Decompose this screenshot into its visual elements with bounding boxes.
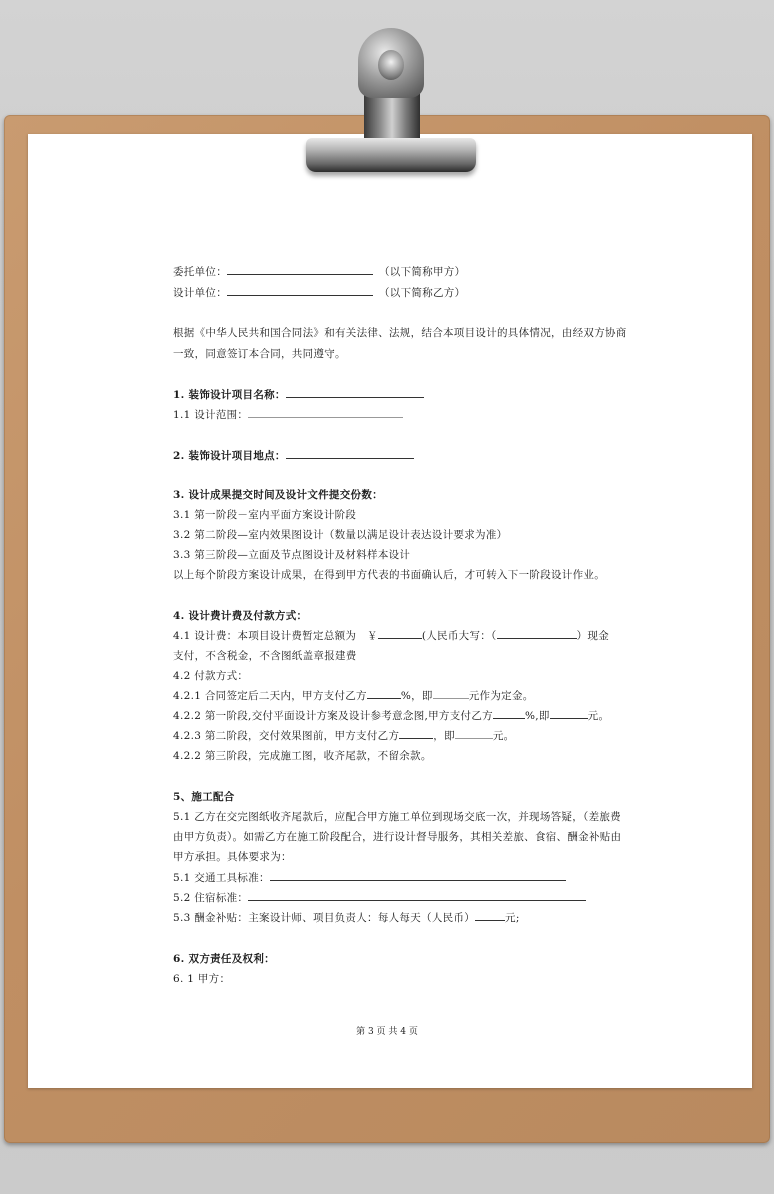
section-4-2: 4.2 付款方式：	[173, 670, 249, 682]
client-label: 委托单位：	[173, 266, 227, 278]
fee-words-blank[interactable]	[497, 628, 577, 639]
section-4-1-a: 4.1 设计费：本项目设计费暂定总额为 ￥	[173, 630, 378, 642]
section-4-2-3-b: ，即	[433, 730, 455, 742]
section-3-1: 3.1 第一阶段－室内平面方案设计阶段	[173, 509, 357, 521]
accommodation-standard-blank[interactable]	[248, 890, 586, 901]
section-4-1-line	[173, 628, 609, 643]
project-name-blank[interactable]	[286, 387, 424, 398]
section-4-2-3-c: 元。	[492, 730, 515, 742]
section-5-2: 5.2 住宿标准：	[173, 892, 249, 904]
section-5-3-line	[173, 910, 520, 925]
section-5-1-a: 5.1 乙方在交完图纸收齐尾款后，应配合甲方施工单位到现场交底一次，并现场答疑，（差旅费	[173, 811, 621, 823]
section-4-1-b: (人民币大写：（	[421, 630, 497, 642]
deposit-amount-blank[interactable]	[433, 688, 469, 699]
clip-base	[306, 138, 476, 172]
section-4-2-4: 4.2.2 第三阶段，完成施工图，收齐尾款，不留余款。	[173, 750, 432, 762]
transport-standard-blank[interactable]	[270, 870, 566, 881]
section-2-title-line	[173, 448, 414, 463]
stage1-amount-blank[interactable]	[550, 708, 588, 719]
project-location-blank[interactable]	[286, 448, 414, 459]
section-3-title: 3. 设计成果提交时间及设计文件提交份数：	[173, 489, 383, 501]
section-4-2-1-c: 元作为定金。	[468, 690, 534, 702]
section-5-1-b: 由甲方负责）。如需乙方在施工阶段配合，进行设计督导服务，其相关差旅、食宿、酬金补贴由	[173, 831, 622, 843]
designer-blank[interactable]	[227, 285, 373, 296]
section-5-2-line	[173, 890, 586, 905]
section-4-2-3-a: 4.2.3 第二阶段，交付效果图前，甲方支付乙方	[173, 730, 400, 742]
daily-allowance-blank[interactable]	[475, 910, 505, 921]
section-3-2: 3.2 第二阶段—室内效果图设计（数量以满足设计表达设计要求为准）	[173, 529, 508, 541]
section-4-title: 4. 设计费计费及付款方式：	[173, 610, 308, 622]
intro-line-1: 根据《中华人民共和国合同法》和有关法律、法规，结合本项目设计的具体情况，由经双方协商	[173, 327, 627, 339]
section-5-1-d: 5.1 交通工具标准：	[173, 872, 270, 884]
stage2-percent-blank[interactable]	[399, 728, 433, 739]
section-5-1-d-line	[173, 870, 566, 885]
section-4-2-1-line	[173, 688, 534, 703]
client-line	[173, 264, 465, 279]
section-5-3-a: 5.3 酬金补贴：主案设计师、项目负责人：每人每天（人民币）	[173, 912, 476, 924]
page-footer: 第 3 页 共 4 页	[356, 1027, 418, 1037]
section-4-2-3-line	[173, 728, 514, 743]
section-4-2-2-c: 元。	[587, 710, 610, 722]
intro-line-2: 一致，同意签订本合同，共同遵守。	[173, 348, 346, 360]
binder-clip	[306, 28, 476, 178]
stage1-percent-blank[interactable]	[493, 708, 525, 719]
designer-line	[173, 285, 465, 300]
section-4-2-2-b: %,即	[524, 710, 550, 722]
deposit-percent-blank[interactable]	[367, 688, 401, 699]
clip-hole	[378, 50, 404, 80]
stage2-amount-blank[interactable]	[455, 728, 493, 739]
section-5-1-c: 甲方承担。具体要求为：	[173, 851, 292, 863]
section-4-2-2-line	[173, 708, 609, 723]
section-3-note: 以上每个阶段方案设计成果，在得到甲方代表的书面确认后，才可转入下一阶段设计作业。	[173, 569, 605, 581]
designer-label: 设计单位：	[173, 287, 227, 299]
designer-note: （以下简称乙方）	[379, 287, 466, 299]
fee-amount-blank[interactable]	[378, 628, 422, 639]
section-2-title: 2. 装饰设计项目地点：	[173, 450, 286, 462]
section-4-2-1-b: %，即	[400, 690, 433, 702]
section-6-title: 6. 双方责任及权利：	[173, 953, 275, 965]
section-1-1-line	[173, 407, 403, 422]
client-blank[interactable]	[227, 264, 373, 275]
section-4-1-d: 支付，不含税金，不含图纸盖章报建费	[173, 650, 357, 662]
design-scope-blank[interactable]	[248, 407, 403, 418]
section-5-title: 5、施工配合	[173, 791, 235, 803]
section-4-2-2-a: 4.2.2 第一阶段,交付平面设计方案及设计参考意念图,甲方支付乙方	[173, 710, 493, 722]
section-1-title-line	[173, 387, 424, 402]
section-4-2-1-a: 4.2.1 合同签定后二天内，甲方支付乙方	[173, 690, 367, 702]
section-1-1: 1.1 设计范围：	[173, 409, 249, 421]
section-1-title: 1. 装饰设计项目名称：	[173, 389, 286, 401]
section-6-1: 6. 1 甲方：	[173, 973, 231, 985]
section-4-1-c: ）现金	[576, 630, 609, 642]
client-note: （以下简称甲方）	[379, 266, 466, 278]
section-5-3-b: 元;	[505, 912, 520, 924]
section-3-3: 3.3 第三阶段—立面及节点图设计及材料样本设计	[173, 549, 411, 561]
